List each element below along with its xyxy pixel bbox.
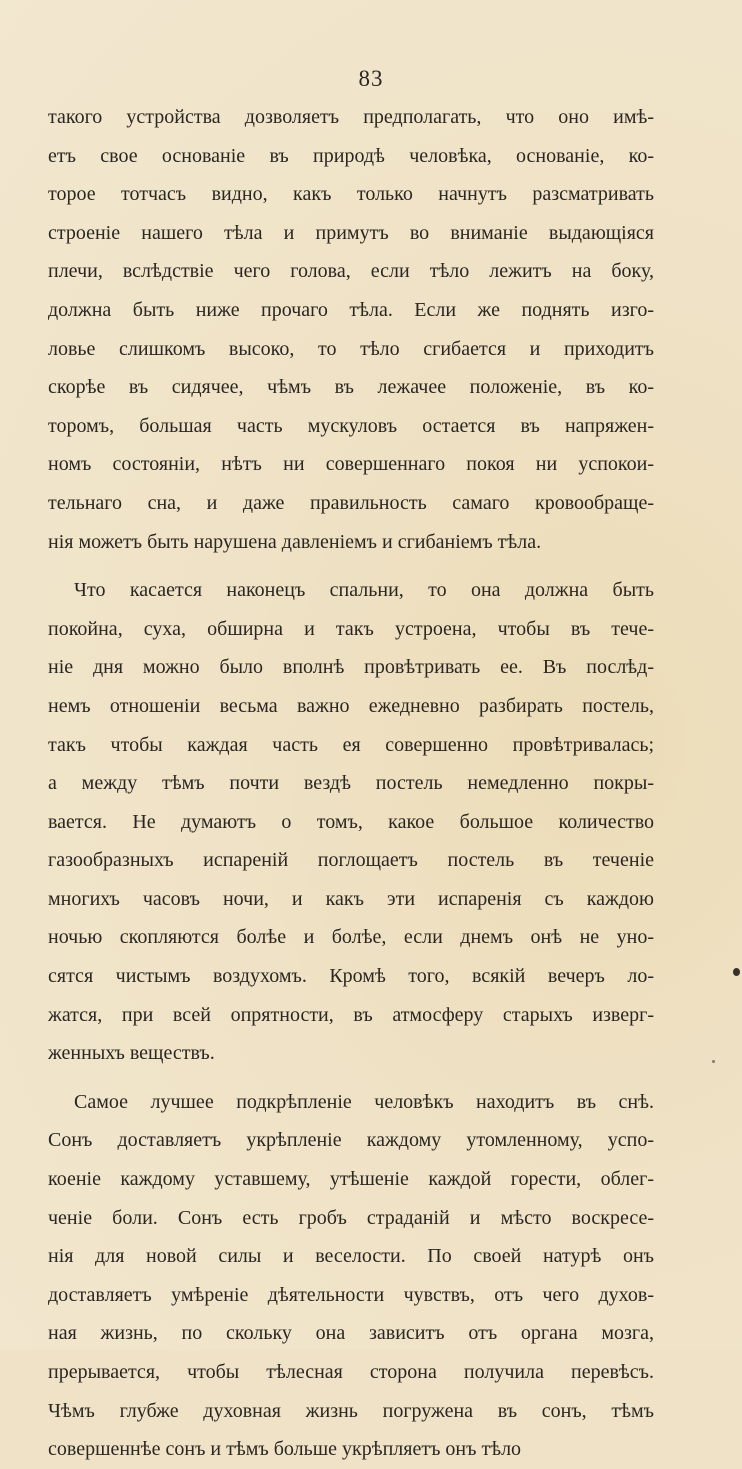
text-line: ночью скопляются болѣе и болѣе, если днемъ онѣ не уно- xyxy=(48,926,654,949)
text-line: совершеннѣе сонъ и тѣмъ больше укрѣпляетъ онъ тѣло xyxy=(48,1438,522,1461)
body-text xyxy=(48,98,654,1469)
text-line: сятся чистымъ воздухомъ. Кромѣ того, всякій вечеръ ло- xyxy=(48,965,654,988)
text-line: Сонъ доставляетъ укрѣпленіе каждому утомленному, успо- xyxy=(48,1129,654,1152)
text-line: Что касается наконецъ спальни, то она должна быть xyxy=(74,579,654,602)
text-line: торомъ, большая часть мускуловъ остается въ напряжен- xyxy=(48,414,654,437)
ink-speck-small xyxy=(712,1060,715,1063)
paragraph xyxy=(48,1083,654,1469)
text-line: ная жизнь, по скольку она зависитъ отъ органа мозга, xyxy=(48,1322,654,1345)
text-line: немъ отношеніи весьма важно ежедневно разбирать постель, xyxy=(48,694,654,717)
text-line: номъ состояніи, нѣтъ ни совершеннаго покоя ни успокои- xyxy=(48,453,654,476)
text-line: етъ свое основаніе въ природѣ человѣка, основаніе, ко- xyxy=(48,144,654,167)
paragraph xyxy=(48,98,654,561)
text-line: а между тѣмъ почти вездѣ постель немедленно покры- xyxy=(48,772,654,795)
ink-speck xyxy=(733,968,740,976)
text-line: газообразныхъ испареній поглощаетъ постель въ теченіе xyxy=(48,849,654,872)
text-line: коеніе каждому уставшему, утѣшеніе каждой горести, облег- xyxy=(48,1168,654,1191)
text-line: нія можетъ быть нарушена давленіемъ и сгибаніемъ тѣла. xyxy=(48,530,542,553)
text-line: скорѣе въ сидячее, чѣмъ въ лежачее положеніе, въ ко- xyxy=(48,376,654,399)
text-line: жатся, при всей опрятности, въ атмосферу старыхъ изверг- xyxy=(48,1003,654,1026)
text-line: плечи, вслѣдствіе чего голова, если тѣло лежитъ на боку, xyxy=(48,260,654,283)
text-line: нія для новой силы и веселости. По своей натурѣ онъ xyxy=(48,1245,654,1268)
text-line: такъ чтобы каждая часть ея совершенно провѣтривалась; xyxy=(48,733,654,756)
paragraph xyxy=(48,571,654,1073)
text-line: доставляетъ умѣреніе дѣятельности чувствъ, отъ чего духов- xyxy=(48,1283,654,1306)
text-line: женныхъ веществъ. xyxy=(48,1042,215,1065)
text-line: прерывается, чтобы тѣлесная сторона получила перевѣсъ. xyxy=(48,1361,654,1383)
text-line: Чѣмъ глубже духовная жизнь погружена въ сонъ, тѣмъ xyxy=(48,1399,654,1422)
text-line: строеніе нашего тѣла и примутъ во вниманіе выдающіяся xyxy=(48,221,654,244)
text-line: ніе дня можно было вполнѣ провѣтривать ее. Въ послѣд- xyxy=(48,656,654,679)
text-line: тельнаго сна, и даже правильность самаго кровообраще- xyxy=(48,491,654,514)
text-line: покойна, суха, обширна и такъ устроена, чтобы въ тече- xyxy=(48,617,654,640)
text-line: ловье слишкомъ высоко, то тѣло сгибается и приходитъ xyxy=(48,337,654,360)
text-line: ченіе боли. Сонъ есть гробъ страданій и мѣсто воскресе- xyxy=(48,1206,654,1229)
text-line: торое тотчасъ видно, какъ только начнутъ разсматривать xyxy=(48,183,654,206)
text-line: должна быть ниже прочаго тѣла. Если же поднять изго- xyxy=(48,298,654,321)
text-line: такого устройства дозволяетъ предполагать, что оно имѣ- xyxy=(48,106,654,128)
text-line: Самое лучшее подкрѣпленіе человѣкъ находитъ въ снѣ. xyxy=(74,1090,654,1113)
text-line: вается. Не думаютъ о томъ, какое большое количество xyxy=(48,810,654,833)
page-number: 83 xyxy=(358,66,384,91)
text-line: многихъ часовъ ночи, и какъ эти испаренія съ каждою xyxy=(48,887,654,910)
